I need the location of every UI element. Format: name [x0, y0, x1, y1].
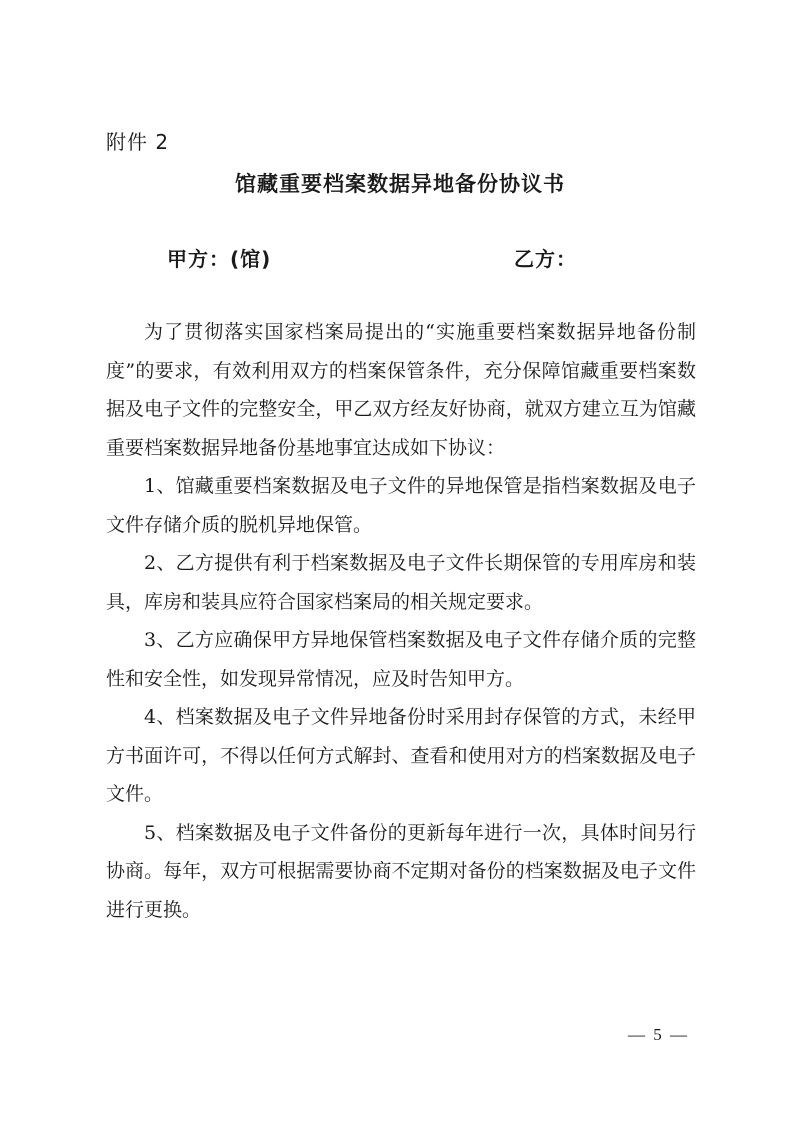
- clause-4: 4、档案数据及电子文件异地备份时采用封存保管的方式，未经甲方书面许可，不得以任何方式解封、查看和使用对方的档案数据及电子文件。: [106, 706, 696, 805]
- attachment-label: 附件 2: [106, 130, 170, 154]
- page-number: — 5 —: [628, 1025, 689, 1044]
- agreement-body: [106, 313, 696, 929]
- clause-3: 3、乙方应确保甲方异地保管档案数据及电子文件存储介质的完整性和安全性，如发现异常情况，应及时告知甲方。: [106, 629, 696, 690]
- clause-2: 2、乙方提供有利于档案数据及电子文件长期保管的专用库房和装具，库房和装具应符合国家档案局的相关规定要求。: [106, 552, 696, 613]
- clause-5: 5、档案数据及电子文件备份的更新每年进行一次，具体时间另行协商。每年，双方可根据需要协商不定期对备份的档案数据及电子文件进行更换。: [106, 821, 696, 921]
- party-b-label: 乙方：: [514, 247, 577, 271]
- intro-paragraph: 为了贯彻落实国家档案局提出的“实施重要档案数据异地备份制度”的要求，有效利用双方的档案保管条件，充分保障馆藏重要档案数据及电子文件的完整安全，甲乙双方经友好协商，就双方建立互为馆藏重要档案数据异地备份基地事宜达成如下协议：: [106, 321, 696, 459]
- page-title: 馆藏重要档案数据异地备份协议书: [235, 172, 565, 196]
- clause-1: 1、馆藏重要档案数据及电子文件的异地保管是指档案数据及电子文件存储介质的脱机异地保管。: [106, 475, 696, 536]
- party-a-label: 甲方：(馆): [167, 247, 272, 271]
